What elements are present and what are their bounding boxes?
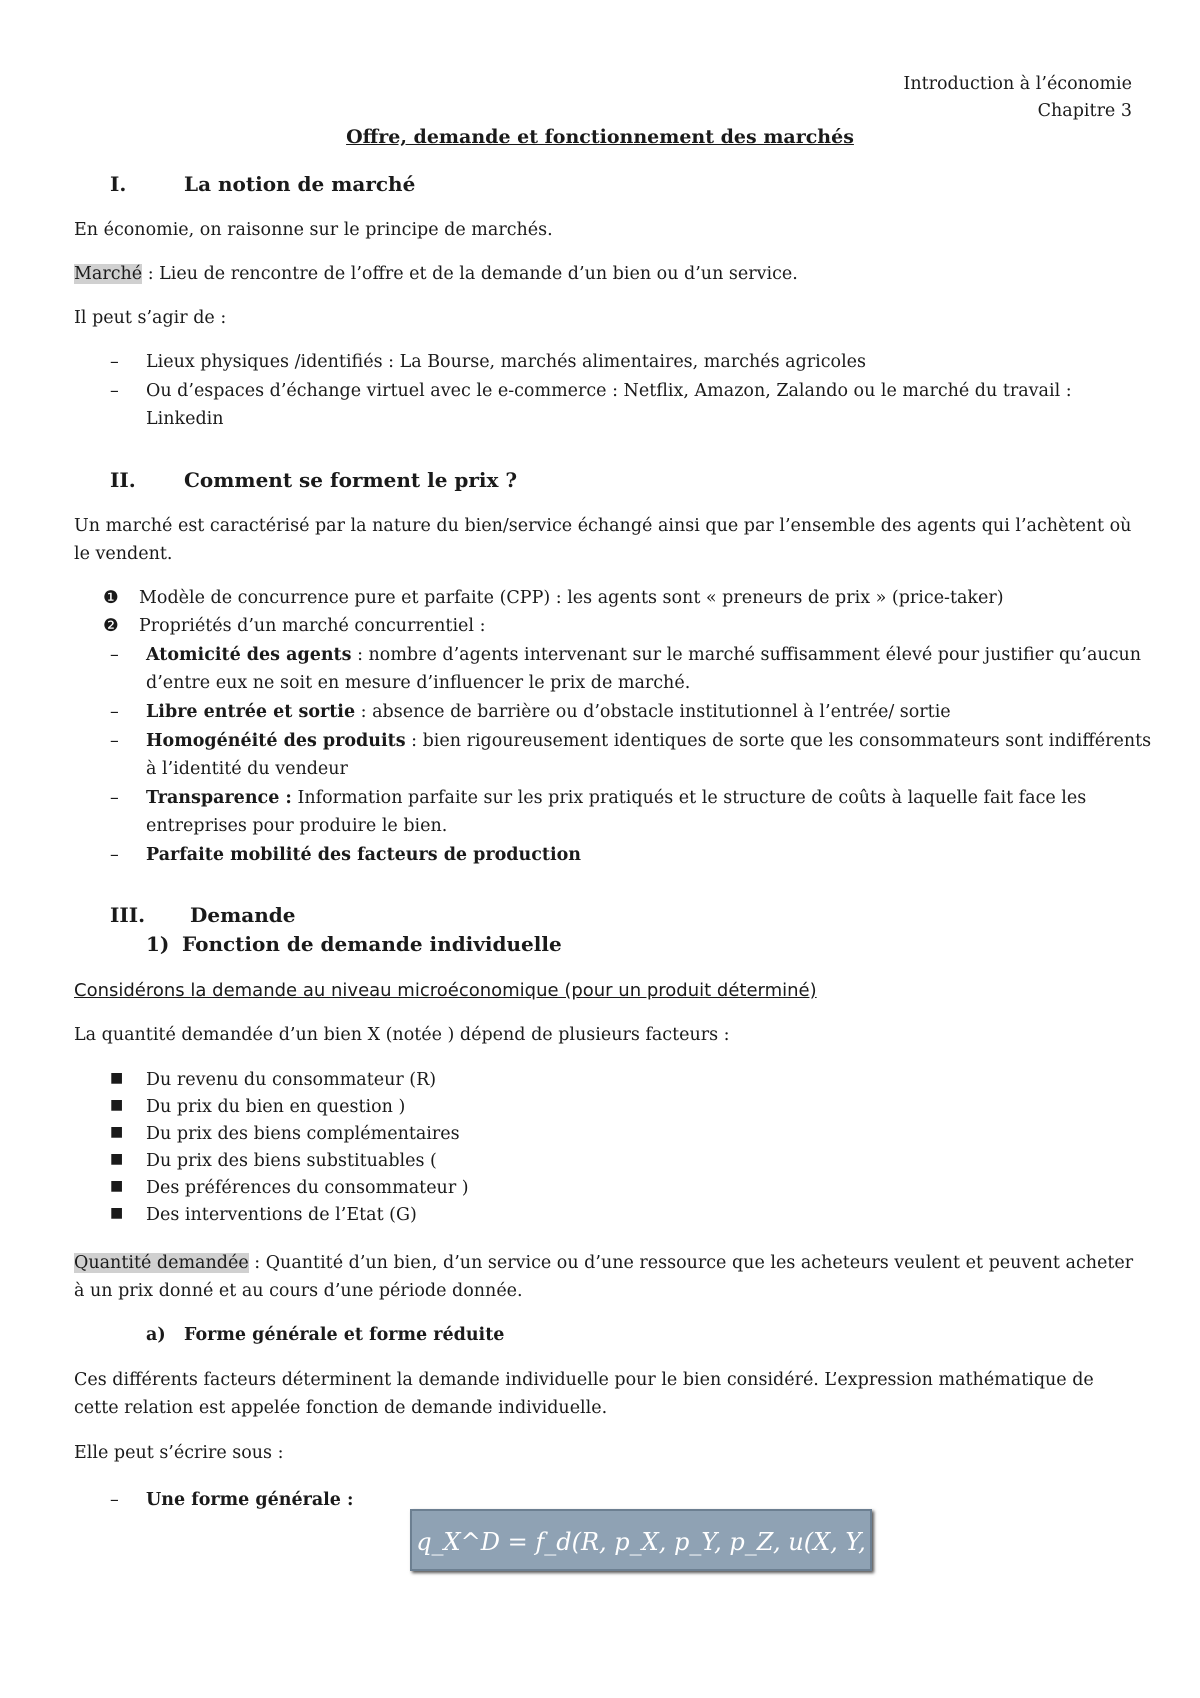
chapter-label: Chapitre 3: [1037, 101, 1132, 121]
paragraph: cette relation est appelée fonction de demande individuelle.: [74, 1398, 608, 1418]
dash-bullet: –: [110, 702, 119, 722]
dash-bullet: –: [110, 788, 119, 808]
numbered-point-1: [103, 588, 119, 608]
property-continuation: entreprises pour produire le bien.: [146, 816, 448, 836]
property-continuation: d’entre eux ne soit en mesure d’influencer le prix de marché.: [146, 673, 691, 693]
dash-bullet: –: [110, 1490, 119, 1510]
form-item: – Une forme générale :: [110, 1490, 354, 1510]
dash-bullet: –: [110, 645, 119, 665]
property-item: – Atomicité des agents : nombre d’agents intervenant sur le marché suffisamment élevé pour justifier qu’aucun: [110, 645, 1142, 665]
paragraph: En économie, on raisonne sur le principe de marchés.: [74, 220, 553, 240]
square-bullet: ■: [110, 1124, 124, 1140]
section-heading-1: I. La notion de marché: [110, 172, 416, 196]
list-item-continuation: Linkedin: [146, 409, 224, 429]
square-bullet: ■: [110, 1151, 124, 1167]
factor-item: ■ Du prix du bien en question ): [110, 1097, 406, 1117]
square-bullet: ■: [110, 1097, 124, 1113]
paragraph: le vendent.: [74, 544, 173, 564]
square-bullet: ■: [110, 1070, 124, 1086]
factor-item: ■ Des interventions de l’Etat (G): [110, 1205, 417, 1225]
intro-statement: Considérons la demande au niveau microéconomique (pour un produit déterminé): [74, 980, 817, 1001]
property-item: – Libre entrée et sortie : absence de barrière ou d’obstacle institutionnel à l’entrée/ sortie: [110, 702, 951, 722]
definition-quantite-demandee: Quantité demandée : Quantité d’un bien, d’un service ou d’une ressource que les acheteurs veulent et peuvent acheter: [74, 1253, 1134, 1273]
section-heading-2: II. Comment se forment le prix ?: [110, 468, 518, 492]
property-continuation: à l’identité du vendeur: [146, 759, 348, 779]
numbered-point-2: [103, 616, 119, 636]
definition-marche: Marché : Lieu de rencontre de l’offre et de la demande d’un bien ou d’un service.: [74, 264, 798, 284]
subsection-heading-1: 1) Fonction de demande individuelle: [146, 932, 562, 956]
dash-bullet: –: [110, 381, 119, 401]
square-bullet: ■: [110, 1178, 124, 1194]
square-bullet: ■: [110, 1205, 124, 1221]
page-title: Offre, demande et fonctionnement des marchés: [346, 126, 854, 148]
paragraph: Elle peut s’écrire sous :: [74, 1443, 284, 1463]
dash-bullet: –: [110, 731, 119, 751]
numbered-point-1-text: Modèle de concurrence pure et parfaite (CPP) : les agents sont « preneurs de prix » (price-taker): [139, 588, 1004, 608]
course-label: Introduction à l’économie: [903, 74, 1132, 94]
dash-bullet: –: [110, 845, 119, 865]
paragraph: Un marché est caractérisé par la nature du bien/service échangé ainsi que par l’ensemble des agents qui l’achètent où: [74, 516, 1132, 536]
dash-bullet: –: [110, 352, 119, 372]
paragraph: La quantité demandée d’un bien X (notée ) dépend de plusieurs facteurs :: [74, 1025, 730, 1045]
highlighted-term: Marché: [74, 264, 143, 284]
demand-function-formula: q_X^D = f_d(R, p_X, p_Y, p_Z, u(X, Y, Z, . . .), G, . . .): [410, 1509, 872, 1571]
factor-item: ■ Du revenu du consommateur (R): [110, 1070, 437, 1090]
definition-continuation: à un prix donné et au cours d’une période donnée.: [74, 1281, 523, 1301]
highlighted-term: Quantité demandée: [74, 1253, 249, 1273]
factor-item: ■ Des préférences du consommateur ): [110, 1178, 469, 1198]
subsection-heading-a: a) Forme générale et forme réduite: [146, 1325, 505, 1345]
number-two-marker: ❷: [103, 616, 119, 636]
paragraph: Ces différents facteurs déterminent la demande individuelle pour le bien considéré. L’expression mathématique de: [74, 1370, 1094, 1390]
number-one-marker: ❶: [103, 588, 119, 608]
list-item: – Lieux physiques /identifiés : La Bourse, marchés alimentaires, marchés agricoles: [110, 352, 867, 372]
section-heading-3: III. Demande: [110, 903, 296, 927]
property-item: – Parfaite mobilité des facteurs de production: [110, 845, 582, 865]
list-item: – Ou d’espaces d’échange virtuel avec le e-commerce : Netflix, Amazon, Zalando ou le marché du travail :: [110, 381, 1072, 401]
property-item: – Homogénéité des produits : bien rigoureusement identiques de sorte que les consommateurs sont indifférents: [110, 731, 1152, 751]
paragraph: Il peut s’agir de :: [74, 308, 227, 328]
factor-item: ■ Du prix des biens complémentaires: [110, 1124, 460, 1144]
property-item: – Transparence : Information parfaite sur les prix pratiqués et le structure de coûts à laquelle fait face les: [110, 788, 1087, 808]
factor-item: ■ Du prix des biens substituables (: [110, 1151, 437, 1171]
numbered-point-2-text: Propriétés d’un marché concurrentiel :: [139, 616, 486, 636]
